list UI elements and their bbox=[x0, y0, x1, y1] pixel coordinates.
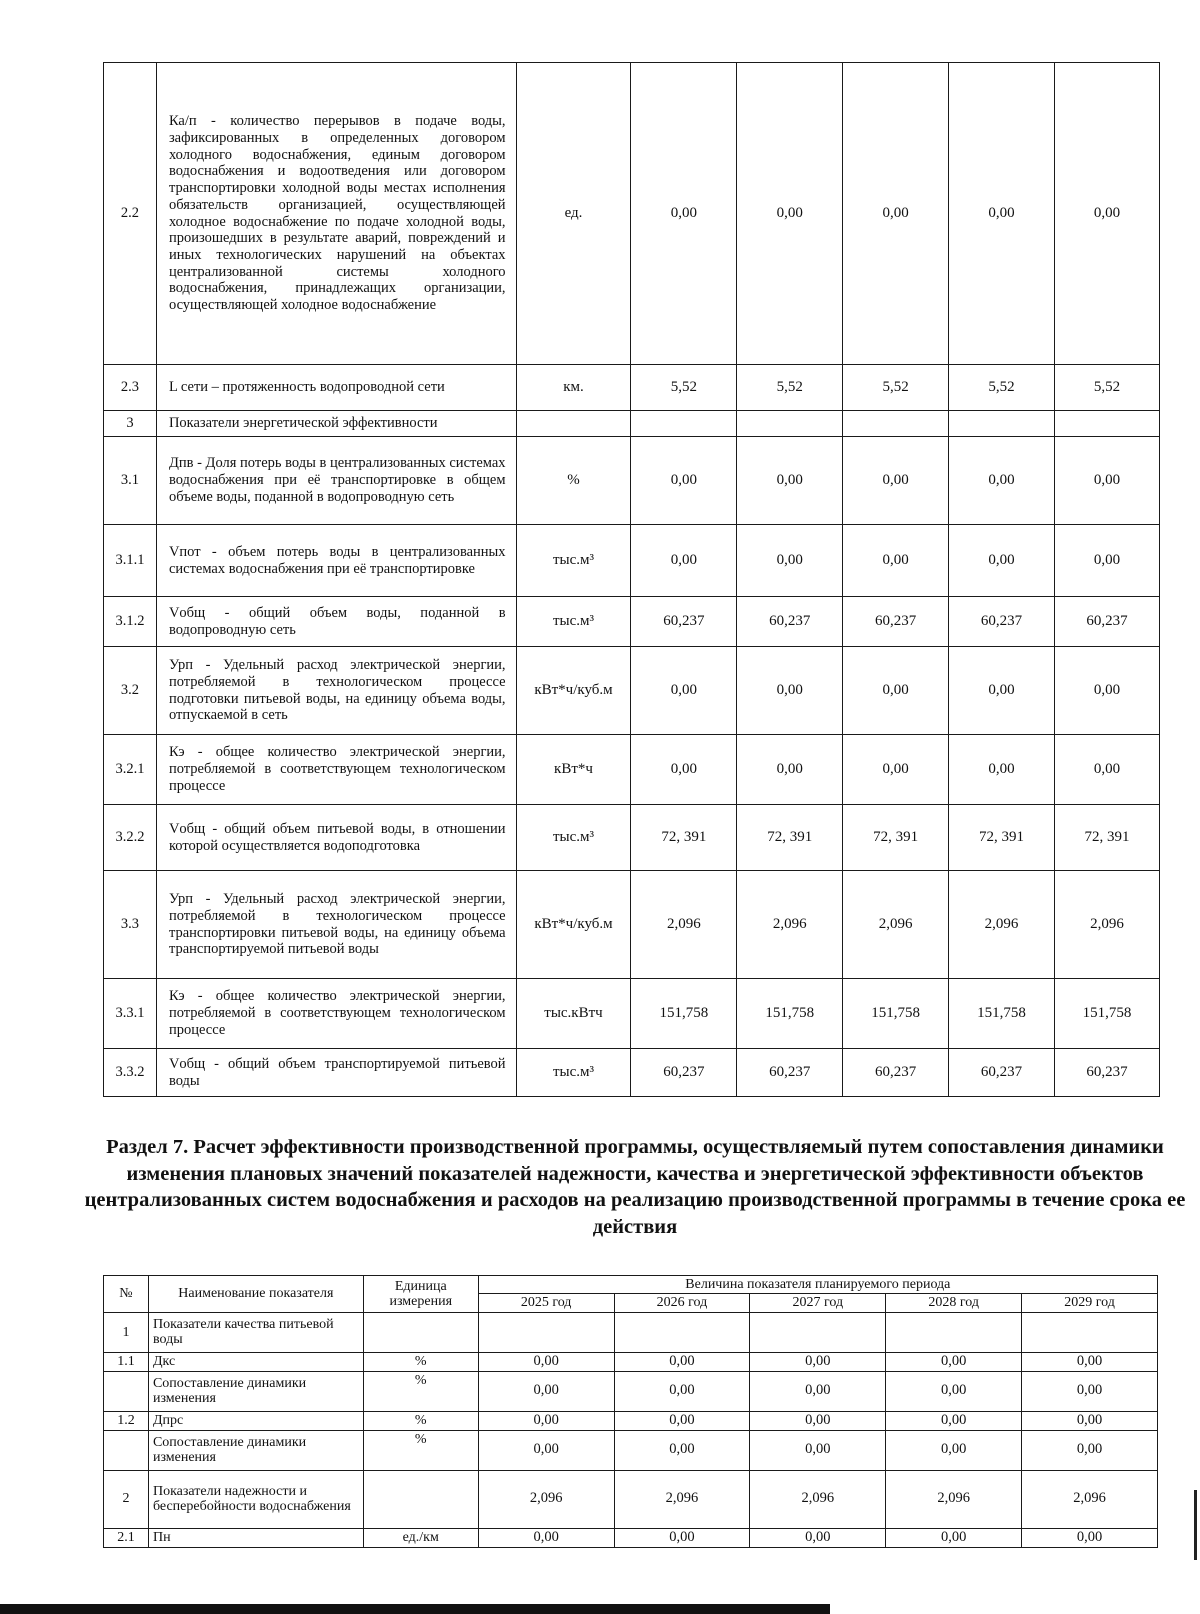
indicator-name: Дпв - Доля потерь воды в централизованных системах водоснабжения при её транспортировке в общем объеме воды, поданной в водопроводную сеть bbox=[156, 437, 516, 525]
table-row bbox=[104, 805, 1160, 871]
value-cell: 60,237 bbox=[843, 1049, 949, 1097]
value-cell: 60,237 bbox=[1055, 597, 1160, 647]
value-cell: 0,00 bbox=[631, 437, 737, 525]
value-cell: 2,096 bbox=[886, 1470, 1022, 1528]
scan-bottom-edge bbox=[0, 1604, 830, 1614]
indicator-name: Урп - Удельный расход электрической энергии, потребляемой в технологическом процессе транспортировки питьевой воды, на единицу объема транспортируемой питьевой воды bbox=[156, 871, 516, 979]
value-cell: 0,00 bbox=[949, 63, 1055, 365]
value-cell: 2,096 bbox=[614, 1470, 750, 1528]
value-cell: 72, 391 bbox=[949, 805, 1055, 871]
value-cell: 60,237 bbox=[949, 1049, 1055, 1097]
row-number: 2.1 bbox=[104, 1528, 149, 1547]
value-cell: 0,00 bbox=[750, 1371, 886, 1411]
value-cell bbox=[614, 1312, 750, 1352]
row-number: 2.2 bbox=[104, 63, 157, 365]
scan-margin-mark bbox=[1194, 1490, 1197, 1560]
value-cell bbox=[737, 411, 843, 437]
table-row bbox=[104, 63, 1160, 365]
value-cell: 5,52 bbox=[949, 365, 1055, 411]
value-cell: 0,00 bbox=[1055, 647, 1160, 735]
value-cell bbox=[750, 1312, 886, 1352]
value-cell: 0,00 bbox=[750, 1528, 886, 1547]
value-cell: 72, 391 bbox=[1055, 805, 1160, 871]
value-cell: 0,00 bbox=[949, 437, 1055, 525]
table-row bbox=[104, 1371, 1158, 1411]
value-cell: 2,096 bbox=[949, 871, 1055, 979]
unit-cell: тыс.м³ bbox=[516, 525, 631, 597]
section-heading: Раздел 7. Расчет эффективности производственной программы, осуществляемый путем сопоставления динамики изменения плановых значений показателей надежности, качества и энергетической эффективности объектов централизованных систем водоснабжения и расходов на реализацию производственной программы в течение срока ее действия bbox=[84, 1136, 1186, 1238]
value-cell: 0,00 bbox=[631, 735, 737, 805]
indicator-name: Дпрс bbox=[148, 1411, 363, 1430]
table-row bbox=[104, 735, 1160, 805]
unit-cell: % bbox=[516, 437, 631, 525]
value-cell: 72, 391 bbox=[843, 805, 949, 871]
row-number: 3.2.1 bbox=[104, 735, 157, 805]
indicator-name: Показатели энергетической эффективности bbox=[156, 411, 516, 437]
value-cell: 0,00 bbox=[478, 1352, 614, 1371]
header-year: 2029 год bbox=[1022, 1294, 1158, 1312]
value-cell: 5,52 bbox=[737, 365, 843, 411]
unit-cell: кВт*ч/куб.м bbox=[516, 871, 631, 979]
value-cell: 0,00 bbox=[1055, 437, 1160, 525]
value-cell: 151,758 bbox=[631, 979, 737, 1049]
unit-cell: тыс.м³ bbox=[516, 1049, 631, 1097]
indicator-name: Кэ - общее количество электрической энергии, потребляемой в соответствующем технологическом процессе bbox=[156, 735, 516, 805]
unit-cell bbox=[516, 411, 631, 437]
value-cell: 0,00 bbox=[886, 1411, 1022, 1430]
unit-cell: ед./км bbox=[363, 1528, 478, 1547]
value-cell bbox=[1022, 1312, 1158, 1352]
value-cell: 0,00 bbox=[631, 647, 737, 735]
indicator-name: Показатели надежности и бесперебойности водоснабжения bbox=[148, 1470, 363, 1528]
row-number: 3.2 bbox=[104, 647, 157, 735]
value-cell: 0,00 bbox=[886, 1352, 1022, 1371]
value-cell: 0,00 bbox=[614, 1528, 750, 1547]
row-number: 2.3 bbox=[104, 365, 157, 411]
value-cell: 0,00 bbox=[1022, 1430, 1158, 1470]
value-cell: 0,00 bbox=[478, 1430, 614, 1470]
value-cell: 0,00 bbox=[750, 1352, 886, 1371]
value-cell: 60,237 bbox=[843, 597, 949, 647]
table-row bbox=[104, 411, 1160, 437]
row-number: 3.1 bbox=[104, 437, 157, 525]
value-cell: 0,00 bbox=[843, 525, 949, 597]
header-name: Наименование показателя bbox=[148, 1276, 363, 1313]
value-cell: 2,096 bbox=[737, 871, 843, 979]
indicator-name: Ка/п - количество перерывов в подаче воды, зафиксированных в определенных договором холодного водоснабжения, единым договором водоснабжения и водоотведения или договором транспортировки холодной воды местах исполнения обязательств организацией, осуществляющей холодное водоснабжение по подаче холодной воды, произошедших в результате аварий, повреждений и иных технологических нарушений на объектах централизованной системы холодного водоснабжения, принадлежащих организации, осуществляющей холодное водоснабжение bbox=[156, 63, 516, 365]
value-cell: 2,096 bbox=[631, 871, 737, 979]
row-number: 1.2 bbox=[104, 1411, 149, 1430]
value-cell bbox=[843, 411, 949, 437]
unit-cell: % bbox=[363, 1352, 478, 1371]
value-cell: 5,52 bbox=[843, 365, 949, 411]
value-cell: 5,52 bbox=[1055, 365, 1160, 411]
value-cell: 0,00 bbox=[1055, 63, 1160, 365]
value-cell: 0,00 bbox=[614, 1371, 750, 1411]
row-number bbox=[104, 1430, 149, 1470]
row-number: 3.1.2 bbox=[104, 597, 157, 647]
value-cell: 0,00 bbox=[886, 1371, 1022, 1411]
value-cell: 60,237 bbox=[737, 1049, 843, 1097]
indicator-name: Сопоставление динамики изменения bbox=[148, 1430, 363, 1470]
value-cell: 0,00 bbox=[1055, 525, 1160, 597]
table-row bbox=[104, 597, 1160, 647]
header-unit: Единица измерения bbox=[363, 1276, 478, 1313]
row-number: 3.2.2 bbox=[104, 805, 157, 871]
value-cell: 0,00 bbox=[886, 1528, 1022, 1547]
indicator-name: Дкс bbox=[148, 1352, 363, 1371]
value-cell: 0,00 bbox=[737, 735, 843, 805]
unit-cell: % bbox=[363, 1371, 478, 1411]
value-cell: 0,00 bbox=[478, 1411, 614, 1430]
row-number: 3.3.1 bbox=[104, 979, 157, 1049]
value-cell: 0,00 bbox=[843, 647, 949, 735]
value-cell: 0,00 bbox=[886, 1430, 1022, 1470]
value-cell: 0,00 bbox=[614, 1352, 750, 1371]
row-number: 3.3.2 bbox=[104, 1049, 157, 1097]
value-cell: 151,758 bbox=[1055, 979, 1160, 1049]
indicator-name: Сопоставление динамики изменения bbox=[148, 1371, 363, 1411]
value-cell: 2,096 bbox=[843, 871, 949, 979]
unit-cell: % bbox=[363, 1430, 478, 1470]
value-cell: 60,237 bbox=[949, 597, 1055, 647]
row-number: 1.1 bbox=[104, 1352, 149, 1371]
unit-cell bbox=[363, 1312, 478, 1352]
unit-cell: % bbox=[363, 1411, 478, 1430]
value-cell: 0,00 bbox=[949, 735, 1055, 805]
unit-cell: кВт*ч/куб.м bbox=[516, 647, 631, 735]
value-cell: 0,00 bbox=[1022, 1528, 1158, 1547]
value-cell bbox=[631, 411, 737, 437]
value-cell: 0,00 bbox=[949, 647, 1055, 735]
row-number: 3.3 bbox=[104, 871, 157, 979]
header-year: 2027 год bbox=[750, 1294, 886, 1312]
value-cell: 0,00 bbox=[843, 63, 949, 365]
value-cell: 0,00 bbox=[1022, 1352, 1158, 1371]
header-year: 2025 год bbox=[478, 1294, 614, 1312]
value-cell: 0,00 bbox=[1055, 735, 1160, 805]
value-cell: 2,096 bbox=[750, 1470, 886, 1528]
unit-cell: тыс.кВтч bbox=[516, 979, 631, 1049]
value-cell: 0,00 bbox=[750, 1411, 886, 1430]
value-cell: 0,00 bbox=[614, 1411, 750, 1430]
table-row bbox=[104, 525, 1160, 597]
header-year: 2026 год bbox=[614, 1294, 750, 1312]
value-cell: 2,096 bbox=[1022, 1470, 1158, 1528]
value-cell: 0,00 bbox=[478, 1371, 614, 1411]
indicator-name: Пн bbox=[148, 1528, 363, 1547]
value-cell: 0,00 bbox=[737, 63, 843, 365]
value-cell bbox=[949, 411, 1055, 437]
table-row bbox=[104, 1049, 1160, 1097]
row-number bbox=[104, 1371, 149, 1411]
value-cell: 60,237 bbox=[631, 1049, 737, 1097]
indicator-name: Vобщ - общий объем воды, поданной в водопроводную сеть bbox=[156, 597, 516, 647]
row-number: 3.1.1 bbox=[104, 525, 157, 597]
table-row bbox=[104, 1352, 1158, 1371]
unit-cell: тыс.м³ bbox=[516, 805, 631, 871]
indicator-name: Vобщ - общий объем питьевой воды, в отношении которой осуществляется водоподготовка bbox=[156, 805, 516, 871]
value-cell: 0,00 bbox=[843, 735, 949, 805]
table-row bbox=[104, 979, 1160, 1049]
value-cell: 0,00 bbox=[737, 525, 843, 597]
efficiency-table bbox=[103, 1275, 1158, 1548]
value-cell: 72, 391 bbox=[737, 805, 843, 871]
indicator-name: Кэ - общее количество электрической энергии, потребляемой в соответствующем технологическом процессе bbox=[156, 979, 516, 1049]
value-cell bbox=[1055, 411, 1160, 437]
table-row bbox=[104, 647, 1160, 735]
value-cell: 60,237 bbox=[1055, 1049, 1160, 1097]
table-row bbox=[104, 871, 1160, 979]
indicator-name: L сети – протяженность водопроводной сети bbox=[156, 365, 516, 411]
row-number: 3 bbox=[104, 411, 157, 437]
indicators-table-continued bbox=[103, 62, 1160, 1097]
header-year: 2028 год bbox=[886, 1294, 1022, 1312]
value-cell: 0,00 bbox=[1022, 1411, 1158, 1430]
value-cell: 0,00 bbox=[737, 647, 843, 735]
table-row bbox=[104, 1312, 1158, 1352]
header-row bbox=[104, 1276, 1158, 1294]
value-cell: 0,00 bbox=[843, 437, 949, 525]
indicator-name: Vпот - объем потерь воды в централизованных системах водоснабжения при её транспортировке bbox=[156, 525, 516, 597]
unit-cell: ед. bbox=[516, 63, 631, 365]
indicator-name: Показатели качества питьевой воды bbox=[148, 1312, 363, 1352]
value-cell: 0,00 bbox=[614, 1430, 750, 1470]
value-cell: 0,00 bbox=[750, 1430, 886, 1470]
value-cell: 0,00 bbox=[631, 525, 737, 597]
value-cell: 60,237 bbox=[737, 597, 843, 647]
table-row bbox=[104, 365, 1160, 411]
value-cell: 0,00 bbox=[631, 63, 737, 365]
table-row bbox=[104, 437, 1160, 525]
table-row bbox=[104, 1411, 1158, 1430]
unit-cell: тыс.м³ bbox=[516, 597, 631, 647]
table-row bbox=[104, 1528, 1158, 1547]
indicator-name: Vобщ - общий объем транспортируемой питьевой воды bbox=[156, 1049, 516, 1097]
indicator-name: Урп - Удельный расход электрической энергии, потребляемой в технологическом процессе подготовки питьевой воды, на единицу объема воды, отпускаемой в сеть bbox=[156, 647, 516, 735]
row-number: 2 bbox=[104, 1470, 149, 1528]
value-cell: 2,096 bbox=[478, 1470, 614, 1528]
value-cell: 2,096 bbox=[1055, 871, 1160, 979]
table-row bbox=[104, 1430, 1158, 1470]
value-cell bbox=[886, 1312, 1022, 1352]
value-cell: 151,758 bbox=[737, 979, 843, 1049]
row-number: 1 bbox=[104, 1312, 149, 1352]
value-cell bbox=[478, 1312, 614, 1352]
value-cell: 151,758 bbox=[843, 979, 949, 1049]
unit-cell: км. bbox=[516, 365, 631, 411]
header-number: № bbox=[104, 1276, 149, 1313]
value-cell: 5,52 bbox=[631, 365, 737, 411]
header-period: Величина показателя планируемого периода bbox=[478, 1276, 1157, 1294]
value-cell: 151,758 bbox=[949, 979, 1055, 1049]
value-cell: 0,00 bbox=[478, 1528, 614, 1547]
value-cell: 0,00 bbox=[949, 525, 1055, 597]
table-row bbox=[104, 1470, 1158, 1528]
unit-cell: кВт*ч bbox=[516, 735, 631, 805]
value-cell: 60,237 bbox=[631, 597, 737, 647]
value-cell: 0,00 bbox=[737, 437, 843, 525]
value-cell: 0,00 bbox=[1022, 1371, 1158, 1411]
unit-cell bbox=[363, 1470, 478, 1528]
value-cell: 72, 391 bbox=[631, 805, 737, 871]
